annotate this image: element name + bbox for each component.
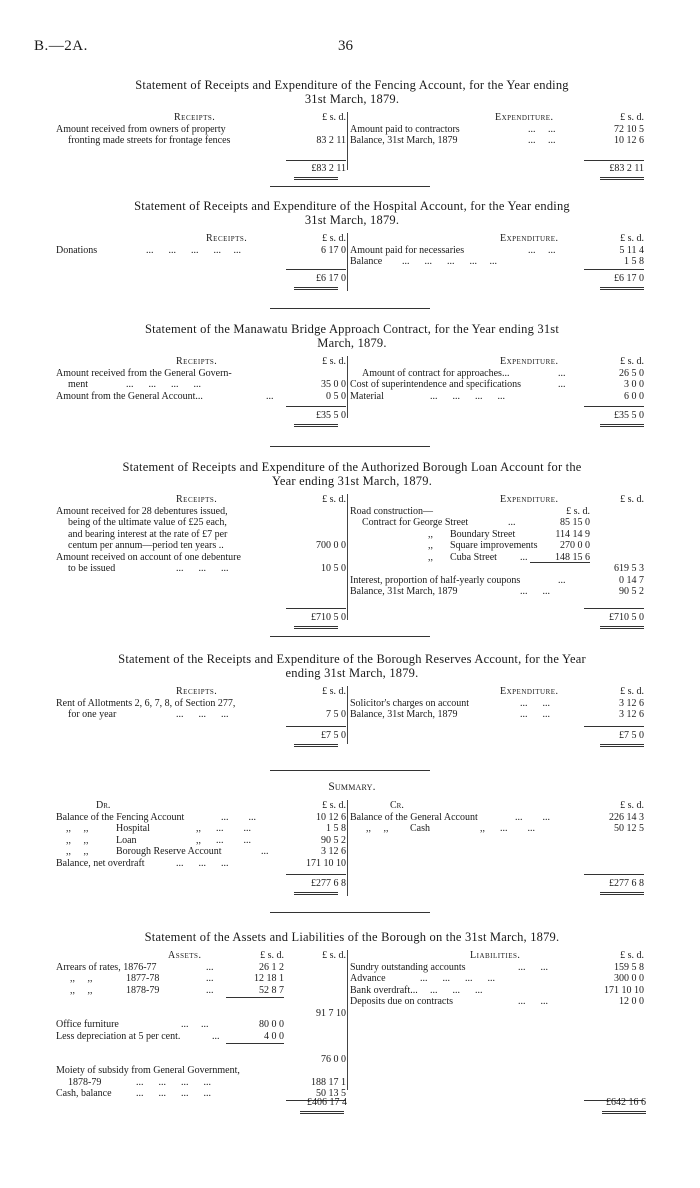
text-summary-lsd: £ s. d. — [620, 800, 644, 811]
text-summary-d5: Balance, net overdraft — [56, 857, 145, 869]
section-title — [56, 199, 648, 227]
text-hospital-e1: Amount paid for necessaries — [350, 244, 465, 256]
text-assets-a1amt: 26 1 2 — [259, 961, 284, 973]
receipts-total: £35 5 0 — [316, 410, 346, 421]
text-manawatu-exp-head: Expenditure. — [500, 356, 559, 367]
text-assets-lsd: £ s. d. — [620, 950, 644, 961]
text-assets-a6b: 1878-79 — [68, 1076, 102, 1088]
receipts-total: £7 5 0 — [321, 730, 346, 741]
text-hospital-exp-head: Expenditure. — [500, 233, 559, 244]
fencing-account-statement — [56, 78, 648, 182]
text-loan-e-c4: Cuba Street — [450, 551, 497, 563]
text-manawatu-r2amt: 0 5 0 — [326, 390, 346, 402]
text-summary-c2amt: 50 12 5 — [614, 823, 644, 834]
text-summary-cr: Cr. — [390, 800, 404, 811]
text-hospital-lsd: £ s. d. — [322, 233, 346, 244]
receipts-column: Receipts. £ s. d. Amount received from the General Govern- ment ... ... ... ... 35 0 0 Amount from the General Account... ... 0 5 0 £35 5 0 — [56, 356, 346, 402]
text-summary-d2: Hospital — [116, 823, 150, 834]
text-assets-l2amt: 300 0 0 — [614, 973, 644, 984]
text-manawatu-r1b: ment — [68, 379, 88, 390]
text-assets-a3: 1878-79 — [126, 984, 160, 996]
text-loan-r2amt: 10 5 0 — [321, 563, 346, 574]
expenditure-column: Expenditure. £ s. d. Amount of contract for approaches... ... 26 5 0 Cost of superintendence and specifications ... 3 0 0 Material ... ... ... ... 6 0 0 £35 5 0 — [350, 356, 648, 402]
text-assets-a6a: Moiety of subsidy from General Government, — [56, 1065, 240, 1076]
text-manawatu-r1a: Amount received from the General Govern- — [56, 367, 232, 379]
text-loan-r1c: and bearing interest at the rate of £7 per — [68, 528, 228, 540]
text-fencing-e2: Balance, 31st March, 1879 — [350, 135, 458, 146]
text-assets-lsd2: £ s. d. — [322, 950, 346, 961]
text-loan-e3amt: 90 5 2 — [619, 586, 644, 597]
expenditure-column: Expenditure. £ s. d. Amount paid to contractors ... ... 72 10 5 Balance, 31st March, 1879 ... ... 10 12 6 £83 2 11 — [350, 112, 648, 147]
text-assets-l3amt: 171 10 10 — [604, 984, 644, 996]
expenditure-column: Expenditure. £ s. d. Solicitor's charges on account ... ... 3 12 6 Balance, 31st March, 1879 ... ... 3 12 6 £7 5 0 — [350, 686, 648, 721]
text-loan-title-a: Statement of Receipts and Expenditure of the Authorized Borough Loan Account for the — [122, 460, 582, 474]
text-assets-a6amt: 188 17 1 — [311, 1076, 346, 1088]
debit-column: Dr. £ s. d. Balance of the Fencing Account ... ... 10 12 6 ,, ,, Hospital ,, ... ... 1 5 8 ,, ,, Loan ,, ... ... 90 5 2 ,, ,, Borough Reserve Account ... 3 12 6 Balance, net overdraft ... ... ... 171 10 10 £277 6 8 — [56, 800, 346, 869]
text-assets-a4: Office furniture — [56, 1019, 119, 1030]
expenditure-total: £35 5 0 — [614, 410, 644, 421]
text-loan-lsd: £ s. d. — [322, 494, 346, 505]
text-assets-a1: Arrears of rates, 1876-77 — [56, 961, 157, 973]
text-loan-title-b: Year ending 31st March, 1879. — [271, 474, 433, 488]
text-loan-e-c3amt: 270 0 0 — [560, 540, 590, 551]
text-loan-e-c1amt: 85 15 0 — [560, 517, 590, 528]
text-assets-a7: Cash, balance — [56, 1088, 112, 1099]
text-reserves-lsd: £ s. d. — [322, 686, 346, 697]
text-summary-c1amt: 226 14 3 — [609, 811, 644, 823]
text-hospital-r1amt: 6 17 0 — [321, 244, 346, 256]
text-loan-r1d: centum per annum—period ten years .. — [68, 540, 224, 551]
text-hospital-e1amt: 5 11 4 — [619, 244, 644, 256]
section-title — [56, 322, 648, 350]
text-manawatu-e2: Cost of superintendence and specifications — [350, 379, 522, 390]
text-summary-d5amt: 171 10 10 — [306, 857, 346, 869]
debit-total: £277 6 8 — [311, 878, 346, 889]
manawatu-bridge-statement — [56, 322, 648, 430]
text-fencing-e1amt: 72 10 5 — [614, 123, 644, 135]
text-reserves-lsd: £ s. d. — [620, 686, 644, 697]
text-fencing-title-a: Statement of Receipts and Expenditure of the Fencing Account, for the Year ending — [135, 78, 569, 92]
text-fencing-r1amt: 83 2 11 — [316, 135, 346, 146]
text-reserves-r1a: Rent of Allotments 2, 6, 7, 8, of Section 277, — [56, 697, 236, 709]
text-loan-r2b: to be issued — [68, 563, 116, 574]
text-reserves-title-b: ending 31st March, 1879. — [285, 666, 419, 680]
text-loan-lsd: £ s. d. — [566, 505, 590, 517]
expenditure-total: £83 2 11 — [609, 163, 644, 174]
expenditure-total: £6 17 0 — [614, 273, 644, 284]
text-hospital-title-b: 31st March, 1879. — [304, 213, 400, 227]
text-assets-a-sub1: 91 7 10 — [316, 1007, 346, 1019]
text-hospital-r1: Donations — [56, 244, 98, 256]
expenditure-column: Expenditure. £ s. d. Road construction— £ s. d. Contract for George Street ... 85 15 0 ,, Boundary Street 114 14 9 ,, Square improvements 270 0 0 ,, Cuba Street ... 148 15 6 619 5 3 Interest, proportion of half-yearly coupons ... 0 14 7 Balance, 31st March, 1879 ... ... 90 5 2 £710 5 0 — [350, 494, 648, 598]
expenditure-total: £7 5 0 — [619, 730, 644, 741]
text-summary-d4: Borough Reserve Account — [116, 846, 222, 857]
text-manawatu-r1amt: 35 0 0 — [321, 379, 346, 390]
text-fencing-r1b: fronting made streets for frontage fences — [68, 135, 231, 146]
liabilities-column: Liabilities. £ s. d. Sundry outstanding accounts ... ... 159 5 8 Advance ... ... ... ... 300 0 0 Bank overdraft... ... ... ... 171 10 10 Deposits due on contracts ... ... 12 0 0 — [350, 950, 648, 1008]
text-loan-lsd: £ s. d. — [620, 494, 644, 505]
text-assets-liab-head: Liabilities. — [470, 950, 521, 961]
text-loan-e2: Interest, proportion of half-yearly coupons — [350, 574, 521, 586]
text-hospital-e2amt: 1 5 8 — [624, 256, 644, 267]
hospital-account-statement — [56, 199, 648, 303]
text-manawatu-title-b: March, 1879. — [317, 336, 387, 350]
text-reserves-exp-head: Expenditure. — [500, 686, 559, 697]
text-fencing-exp-head: Expenditure. — [495, 112, 554, 123]
section-title: Statement of the Assets and Liabilities of the Borough on the 31st March, 1879. — [144, 930, 560, 944]
borough-reserves-statement — [56, 652, 648, 756]
assets-total: £406 17 4 — [307, 1097, 347, 1108]
text-manawatu-title-a: Statement of the Manawatu Bridge Approach Contract, for the Year ending 31st — [144, 322, 560, 336]
text-assets-l2: Advance — [350, 973, 386, 984]
text-fencing-title-b: 31st March, 1879. — [304, 92, 400, 106]
text-summary-c2: Cash — [410, 823, 430, 834]
text-hospital-rec-head: Receipts. — [206, 233, 248, 244]
text-summary-d2amt: 1 5 8 — [326, 823, 346, 834]
text-loan-e-c1: Contract for George Street — [362, 517, 469, 528]
text-reserves-rec-head: Receipts. — [176, 686, 218, 697]
text-fencing-lsd: £ s. d. — [620, 112, 644, 123]
text-assets-a5amt: 4 0 0 — [264, 1030, 284, 1042]
section-title — [56, 652, 648, 680]
receipts-total: £83 2 11 — [311, 163, 346, 174]
receipts-column: Receipts. £ s. d. Amount received for 28 debentures issued, being of the ultimate value of £25 each, and bearing interest at the rate of £7 per centum per annum—period ten years .. 700 0 0 Amount received on account of one debenture to be issued ... ... ... 10 5 0 £710 5 0 — [56, 494, 346, 575]
assets-column: Assets. £ s. d. £ s. d. Arrears of rates, 1876-77 ... 26 1 2 ,, ,, 1877-78 ... 12 18 1 ,, ,, 1878-79 ... 52 8 7 91 7 10 Office furniture ... ... 80 0 0 Less depreciation at 5 per cent. ... 4 0 0 76 0 0 Moiety of subsidy from General Government, 1878-79 ... ... ... ... 188 17 1 Cash, balance ... ... ... ... 50 13 5 — [56, 950, 346, 1099]
section-title: Summary. — [328, 781, 376, 793]
text-assets-a3amt: 52 8 7 — [259, 984, 284, 996]
borough-loan-statement — [56, 460, 648, 632]
text-reserves-r1b: for one year — [68, 709, 117, 720]
text-assets-lsd: £ s. d. — [260, 950, 284, 961]
text-loan-e3: Balance, 31st March, 1879 — [350, 586, 458, 597]
text-manawatu-e3amt: 6 0 0 — [624, 390, 644, 402]
text-reserves-e2amt: 3 12 6 — [619, 709, 644, 720]
text-assets-a7amt: 50 13 5 — [316, 1088, 346, 1099]
text-loan-r1b: being of the ultimate value of £25 each, — [68, 517, 227, 528]
text-loan-r2a: Amount received on account of one debenture — [56, 551, 241, 563]
text-summary-d1: Balance of the Fencing Account — [56, 811, 185, 823]
text-summary-d3: Loan — [116, 834, 137, 846]
text-fencing-e2amt: 10 12 6 — [614, 135, 644, 146]
section-title — [56, 460, 648, 488]
text-assets-a5: Less depreciation at 5 per cent. — [56, 1030, 181, 1042]
text-summary-d4amt: 3 12 6 — [321, 846, 346, 857]
receipts-column: Receipts. £ s. d. Rent of Allotments 2, 6, 7, 8, of Section 277, for one year ... ... ... 7 5 0 £7 5 0 — [56, 686, 346, 721]
expenditure-total: £710 5 0 — [609, 612, 644, 623]
text-hospital-title-a: Statement of Receipts and Expenditure of the Hospital Account, for the Year ending — [134, 199, 570, 213]
text-fencing-r1a: Amount received from owners of property — [56, 123, 226, 135]
text-assets-a2amt: 12 18 1 — [254, 973, 284, 984]
text-loan-r1amt: 700 0 0 — [316, 540, 346, 551]
text-manawatu-e3: Material — [350, 390, 384, 402]
page-number: 36 — [338, 38, 353, 54]
credit-total: £277 6 8 — [609, 878, 644, 889]
text-loan-e2amt: 0 14 7 — [619, 574, 644, 586]
text-assets-a4amt: 80 0 0 — [259, 1019, 284, 1030]
text-assets-a2: 1877-78 — [126, 973, 160, 984]
text-reserves-e2: Balance, 31st March, 1879 — [350, 709, 458, 720]
text-reserves-title-a: Statement of the Receipts and Expenditure of the Borough Reserves Account, for the Year — [118, 652, 586, 666]
text-assets-l1amt: 159 5 8 — [614, 961, 644, 973]
text-fencing-lsd: £ s. d. — [322, 112, 346, 123]
receipts-column — [56, 112, 346, 174]
text-manawatu-r2: Amount from the General Account... — [56, 390, 203, 402]
text-manawatu-e1: Amount of contract for approaches... — [362, 367, 510, 379]
liabilities-total: £642 16 6 — [606, 1097, 646, 1108]
text-loan-e-c3: Square improvements — [450, 540, 538, 551]
section-title — [56, 78, 648, 106]
document-reference: B.—2A. — [34, 38, 88, 54]
text-manawatu-e2amt: 3 0 0 — [624, 379, 644, 390]
text-assets-l4amt: 12 0 0 — [619, 996, 644, 1007]
text-summary-lsd: £ s. d. — [322, 800, 346, 811]
text-summary-dr: Dr. — [96, 800, 111, 811]
receipts-column: Receipts. £ s. d. Donations ... ... ... ... ... 6 17 0 £6 17 0 — [56, 233, 346, 256]
text-loan-e-c4amt: 148 15 6 — [555, 551, 590, 563]
credit-column: Cr. £ s. d. Balance of the General Account ... ... 226 14 3 ,, ,, Cash ,, ... ... 50 12 5 £277 6 8 — [350, 800, 648, 835]
text-loan-e-c2: Boundary Street — [450, 528, 516, 540]
text-reserves-r1amt: 7 5 0 — [326, 709, 346, 720]
text-loan-r1a: Amount received for 28 debentures issued, — [56, 505, 228, 517]
text-hospital-lsd: £ s. d. — [620, 233, 644, 244]
text-assets-l1: Sundry outstanding accounts — [350, 961, 466, 973]
text-summary-d3amt: 90 5 2 — [321, 834, 346, 846]
text-reserves-e1amt: 3 12 6 — [619, 697, 644, 709]
text-manawatu-rec-head: Receipts. — [176, 356, 218, 367]
text-manawatu-e1amt: 26 5 0 — [619, 367, 644, 379]
text-assets-l4: Deposits due on contracts — [350, 996, 454, 1007]
text-loan-e-road: Road construction— — [350, 505, 434, 517]
text-assets-a-sub2: 76 0 0 — [321, 1053, 346, 1065]
assets-liabilities-statement — [56, 930, 648, 1100]
text-summary-d1amt: 10 12 6 — [316, 811, 346, 823]
receipts-total: £6 17 0 — [316, 273, 346, 284]
text-assets-assets-head: Assets. — [168, 950, 202, 961]
text-manawatu-lsd: £ s. d. — [322, 356, 346, 367]
text-summary-c1: Balance of the General Account — [350, 811, 478, 823]
receipts-total: £710 5 0 — [311, 612, 346, 623]
text-assets-l3: Bank overdraft... — [350, 984, 418, 996]
text-loan-rec-head: Receipts. — [176, 494, 218, 505]
text-hospital-e2: Balance — [350, 256, 383, 267]
text-loan-e-sub: 619 5 3 — [614, 563, 644, 574]
text-loan-e-c2amt: 114 14 9 — [555, 528, 590, 540]
text-fencing-e1: Amount paid to contractors — [350, 123, 460, 135]
text-manawatu-lsd: £ s. d. — [620, 356, 644, 367]
text-loan-exp-head: Expenditure. — [500, 494, 559, 505]
expenditure-column: Expenditure. £ s. d. Amount paid for necessaries ... ... 5 11 4 Balance ... ... ... ... ... 1 5 8 £6 17 0 — [350, 233, 648, 268]
text-fencing-rec-head: Receipts. — [174, 112, 216, 123]
text-reserves-e1: Solicitor's charges on account — [350, 697, 470, 709]
summary-statement — [56, 780, 648, 910]
